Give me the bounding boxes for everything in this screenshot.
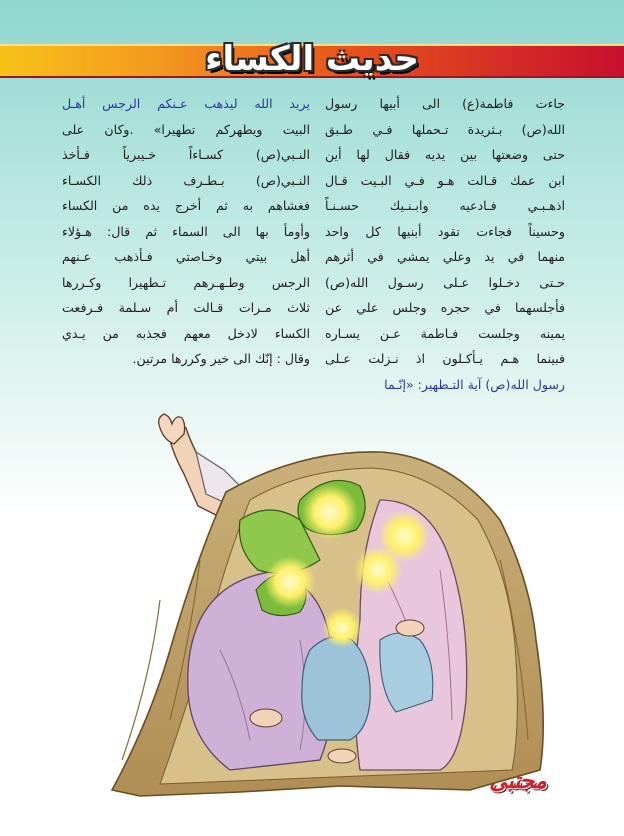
text-line: حتى وضعتها بين يديه فقال لها أين xyxy=(325,147,565,162)
text-line-verse: رسول الله(ص) آية التـطهير: «إنّـما xyxy=(384,376,565,392)
text-line: جاءت فاطمة(ع) الى أبيها رسول xyxy=(325,96,565,111)
text-line: البيت ويطهركم تطهيرا» .وكان على xyxy=(62,121,310,137)
text-line: الله(ص) بـثريدة تـحملها فـي طـبق xyxy=(325,121,565,137)
text-line: وحسيناً فجاءت تقود أبنيها كل واحد xyxy=(325,223,565,239)
text-line: النـبي(ص) كسـاءاً خـيبرياً فـأخذ xyxy=(62,147,310,162)
text-line: فغشاهم به ثم أخرج يده من الكساء xyxy=(62,198,310,213)
text-line: النـبي(ص) بـطـرف ذلك الكسـاء xyxy=(62,172,310,188)
text-line: فبينما هـم يـأكـلون اذ نـزلت عـلى xyxy=(325,351,565,366)
text-line: وقال : إنّك الى خير وكررها مرتين. xyxy=(132,351,310,366)
child-figure xyxy=(302,637,370,740)
text-line: أهل بيتي وخـاصتي فـأذهب عـنهم xyxy=(62,249,310,264)
page-title: حديث الكساء xyxy=(205,39,419,79)
halo xyxy=(322,608,362,648)
text-line-verse: يريد الله ليذهب عـنكم الرجس أهـل xyxy=(62,96,310,111)
story-column-right xyxy=(325,91,565,397)
text-line: ثلاث مـرات قـالت أم سـلمة فـرفعت xyxy=(62,300,310,315)
halo xyxy=(302,484,358,540)
text-line: اذهـبـي فـادعيه وابـنـيك حسـنـاً xyxy=(325,198,565,213)
text-line: يمينه وجلست فـاطمة عـن يسـاره xyxy=(325,325,565,341)
text-line: وأومأ بها الى السماء ثم قال: هـؤلاء xyxy=(62,223,310,239)
text-line: ابن عمك قـالت هـو فـي البـيت قـال xyxy=(325,172,565,188)
text-line: حـتى دخـلوا عـلى رسـول الله(ص) xyxy=(325,274,565,290)
story-column-left xyxy=(62,91,310,372)
text-line: الكساء لادخل معهم فجذبه من يـدي xyxy=(62,325,310,341)
halo xyxy=(264,556,316,608)
text-line: الرجس وطـهـرهم تـطهيرا وكـررها xyxy=(62,274,310,290)
publisher-logo: مجتبى xyxy=(489,769,547,794)
halo xyxy=(354,546,402,594)
text-line: فأجلسهما في حجره وجلس علي عن xyxy=(325,300,565,315)
text-line: منهما في يد وعلي يمشي في أثرهم xyxy=(325,249,565,264)
